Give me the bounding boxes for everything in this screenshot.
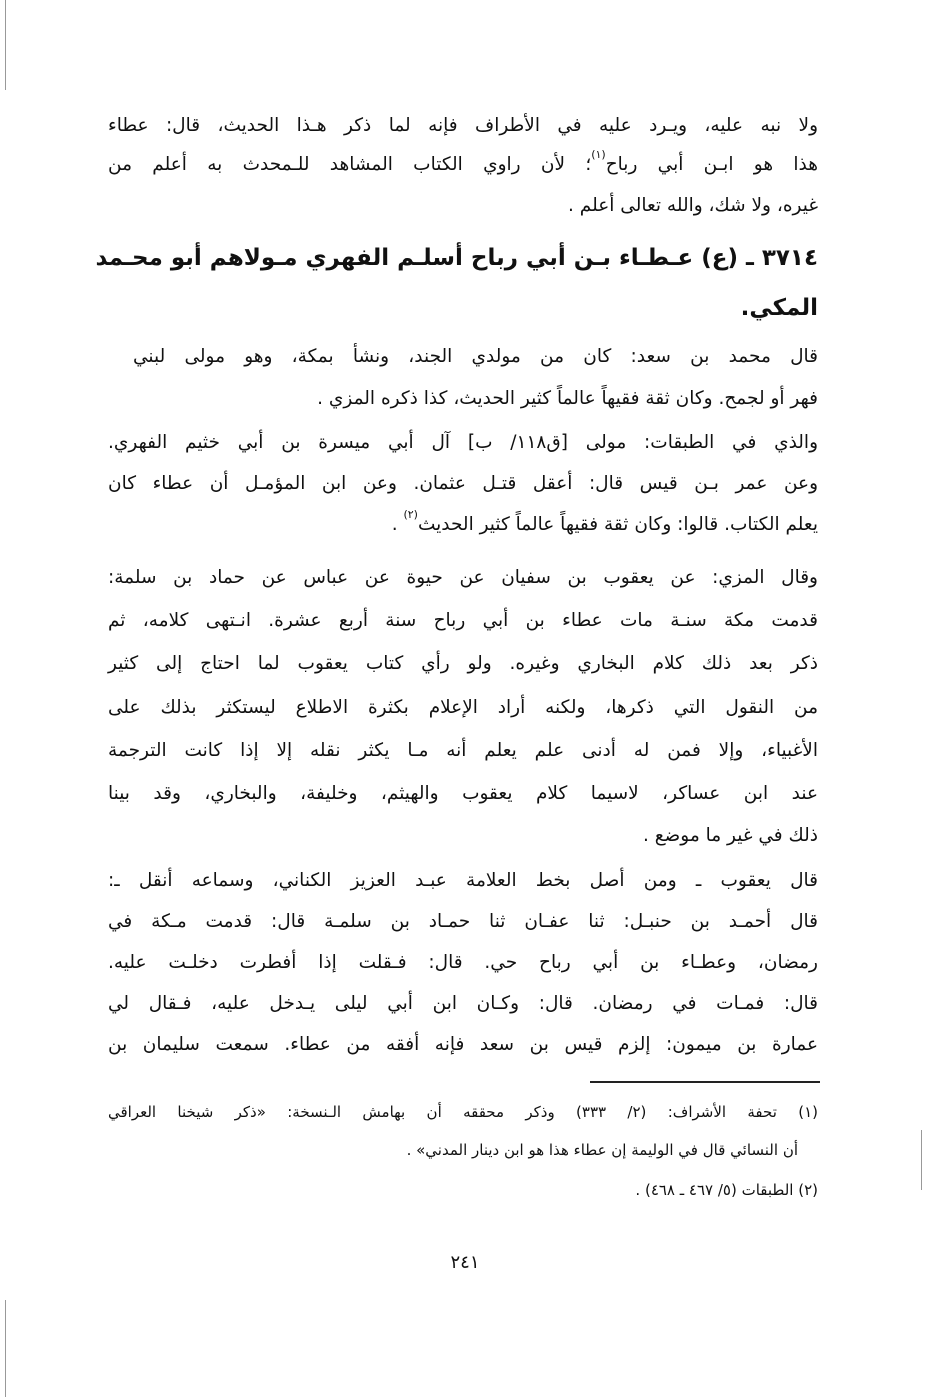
footnote-2: (٢) الطبقات (٥/ ٤٦٧ ـ ٤٦٨) . [635,1181,818,1199]
text-line: ذكر بعد ذلك كلام البخاري وغيره. ولو رأي كتاب يعقوب لما احتاج إلى كثير [108,653,818,674]
text-line: قال يعقوب ـ ومن أصل بخط العلامة عبـد العزيز الكناني، وسماعه أنقل ـ: [108,870,818,891]
text-line: من النقول التي ذكرها، ولكنه أراد الإعلام بكثرة الاطلاع ليستكثر بذلك على [108,697,818,718]
text-line: قدمت مكة سنـة مات عطاء بن أبي رباح سنة أربع عشرة. انـتهى كلامه، ثم [108,610,818,631]
footnote-separator [590,1081,820,1083]
text-line: الأغبياء، وإلا فمن له أدنى علم يعلم أنه مـا يكثر نقله إلا إذا كانت الترجمة [108,740,818,761]
text-line [108,150,818,180]
entry-heading: ٣٧١٤ ـ (ع) عـطـاء بـن أبي رباح أسلـم الفهري مـولاهم أبو محـمد [95,245,818,271]
text-segment: يعلم الكتاب. قالوا: وكان ثقة فقيهاً عالماً كثير الحديث [417,514,818,535]
page-number: ٢٤١ [450,1252,480,1273]
scan-edge-line [921,1130,922,1190]
text-line: ولا نبه عليه، ويـرد عليه في الأطراف فإنه لما ذكر هـذا الحديث، قال: عطاء [108,115,818,136]
footnote-ref-2[interactable]: (٢) [403,508,418,521]
text-line: عند ابن عساكر، لاسيما كلام يعقوب والهيثم، وخليفة، والبخاري، وقد بينا [108,783,818,804]
text-line: قال أحمـد بن حنبـل: ثنا عفـان ثنا حمـاد بن سلمـة قال: قدمت مـكة في [108,911,818,932]
text-line: رمضان، وعطـاء بن أبي رباح حي. قال: فـقلت إذا أفطرت دخلـت عليه. [108,952,818,973]
footnote-1: (١) تحفة الأشراف: (٢/ ٣٣٣) وذكر محققه أن بهامش الـنسخة: «ذكر شيخنا العراقي [108,1103,818,1121]
text-line: وقال المزي: عن يعقوب بن سفيان عن حيوة عن عباس عن حماد بن سلمة: [108,567,818,588]
scan-edge-line [5,1300,6,1397]
text-line: والذي في الطبقات: مولى [ق١١٨/ ب] آل أبي ميسرة بن أبي خثيم الفهري. [108,432,818,453]
entry-heading: المكي. [740,295,818,321]
scan-edge-line [5,0,6,90]
text-line [108,510,818,540]
text-line: ذلك في غير ما موضع . [642,825,818,846]
footnote-1-continuation: أن النسائي قال في الوليمة إن عطاء هذا هو ابن دينار المدني» . [406,1141,798,1159]
text-line: عمارة بن ميمون: إلزم قيس بن سعد فإنه أفقه من عطاء. سمعت سليمان بن [108,1034,818,1055]
footnote-ref-1[interactable]: (١) [591,148,606,161]
text-segment: . [391,514,404,535]
text-segment: ؛ لأن راوي الكتاب المشاهد للـمحدث به أعلم من [108,154,592,175]
text-line: قال محمد بن سعد: كان من مولدي الجند، ونشأ بمكة، وهو مولى لبني [133,346,818,367]
text-line: فهر أو لجمح. وكان ثقة فقيهاً عالماً كثير الحديث، كذا ذكره المزي . [317,388,818,409]
text-line: قال: فمـات في رمضان. قال: وكـان ابن أبي ليلى يـدخل عليه، فـقال لي [108,993,818,1014]
text-line: وعن عمر بـن قيس قال: أعقل قتـل عثمان. وعن ابن المؤمـل أن عطاء كان [108,473,818,494]
text-segment: هذا هو ابـن أبي رباح [605,154,818,175]
text-line: غيره، ولا شك، والله تعالى أعلم . [568,195,818,216]
